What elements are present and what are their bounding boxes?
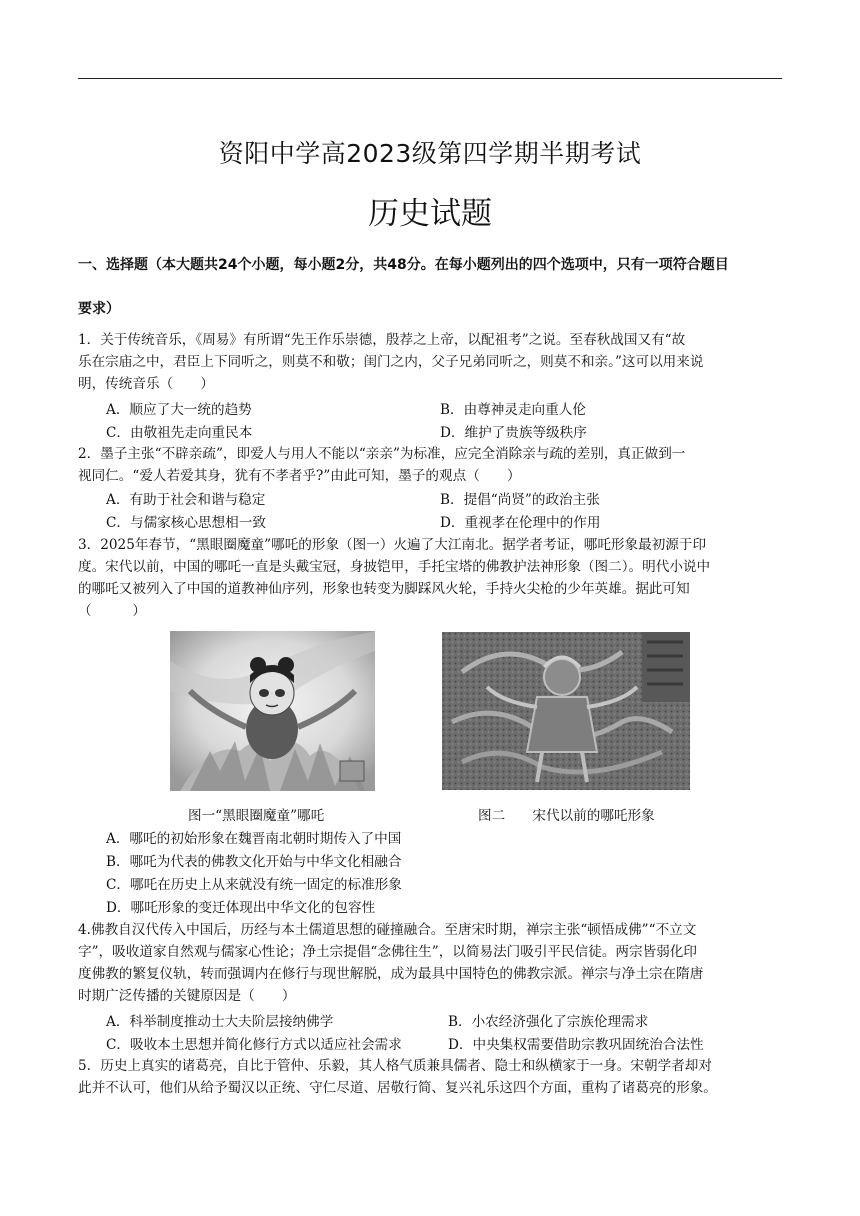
subject-title: 历史试题 xyxy=(368,196,492,232)
q3-option-b[interactable]: B．哪吒为代表的佛教文化开始与中华文化相融合 xyxy=(106,854,402,870)
question-3-line: 3．2025年春节，“黑眼圈魔童”哪吒的形象（图一）火遍了大江南北。据学者考证，哪吒形象最初源于印 xyxy=(78,537,707,553)
q4-option-b[interactable]: B．小农经济强化了宗族伦理需求 xyxy=(448,1014,649,1030)
q2-option-c[interactable]: C．与儒家核心思想相一致 xyxy=(106,515,266,531)
question-4-line: 4.佛教自汉代传入中国后，历经与本土儒道思想的碰撞融合。至唐宋时期，禅宗主张“顿悟成佛”“不立文 xyxy=(78,922,697,938)
q1-option-a[interactable]: A．顺应了大一统的趋势 xyxy=(106,402,252,418)
q3-option-a[interactable]: A．哪吒的初始形象在魏晋南北朝时期传入了中国 xyxy=(106,831,402,847)
q1-option-c[interactable]: C．由敬祖先走向重民本 xyxy=(106,425,253,441)
q4-option-a[interactable]: A．科举制度推动士大夫阶层接纳佛学 xyxy=(106,1014,334,1030)
exam-title: 资阳中学高2023级第四学期半期考试 xyxy=(218,139,642,168)
q4-option-c[interactable]: C．吸收本土思想并简化修行方式以适应社会需求 xyxy=(106,1037,402,1053)
section-heading: 一、选择题（本大题共24个小题，每小题2分，共48分。在每小题列出的四个选项中，只有一项符合题目 xyxy=(78,257,729,273)
question-1-line: 乐在宗庙之中，君臣上下同听之，则莫不和敬；闺门之内，父子兄弟同听之，则莫不和亲。”这可以用来说 xyxy=(78,354,704,370)
question-3-line: （ ） xyxy=(78,603,146,619)
q2-option-a[interactable]: A．有助于社会和谐与稳定 xyxy=(106,492,266,508)
q4-option-d[interactable]: D．中央集权需要借助宗教巩固统治合法性 xyxy=(448,1037,704,1053)
figure-1-caption: 图一“黑眼圈魔童”哪吒 xyxy=(188,808,325,824)
question-4-line: 字”，吸收道家自然观与儒家心性论；净土宗提倡“念佛往生”，以简易法门吸引平民信徒。两宗皆弱化印 xyxy=(78,944,697,960)
question-3-line: 度。宋代以前，中国的哪吒一直是头戴宝冠，身披铠甲，手托宝塔的佛教护法神形象（图二）。明代小说中 xyxy=(78,559,711,575)
nezha-relief-image xyxy=(442,632,690,790)
q3-option-c[interactable]: C．哪吒在历史上从来就没有统一固定的标准形象 xyxy=(106,877,402,893)
question-4-line: 度佛教的繁复仪轨，转而强调内在修行与现世解脱，成为最具中国特色的佛教宗派。禅宗与净土宗在隋唐 xyxy=(78,966,704,982)
question-3-line: 的哪吒又被列入了中国的道教神仙序列，形象也转变为脚踩风火轮，手持火尖枪的少年英雄。据此可知 xyxy=(78,581,690,597)
question-2-line: 视同仁。“爱人若爱其身，犹有不孝者乎?”由此可知，墨子的观点（ ） xyxy=(78,468,521,484)
header-rule xyxy=(78,78,782,79)
q1-option-d[interactable]: D．维护了贵族等级秩序 xyxy=(440,425,587,441)
question-4-line: 时期广泛传播的关键原因是（ ） xyxy=(78,988,296,1004)
section-heading-cont: 要求） xyxy=(78,301,120,317)
question-1-line: 明，传统音乐（ ） xyxy=(78,376,214,392)
nezha-cartoon-image xyxy=(170,631,375,791)
question-5-line: 5．历史上真实的诸葛亮，自比于管仲、乐毅，其人格气质兼具儒者、隐士和纵横家于一身。宋朝学者却对 xyxy=(78,1058,712,1074)
question-5-line: 此并不认可，他们从给予蜀汉以正统、守仁尽道、居敬行简、复兴礼乐这四个方面，重构了诸葛亮的形象。 xyxy=(78,1080,717,1096)
question-2-line: 2．墨子主张“不辟亲疏”，即爱人与用人不能以“亲亲”为标准，应完全消除亲与疏的差别，真正做到一 xyxy=(78,446,686,462)
figure-2-caption: 图二 宋代以前的哪吒形象 xyxy=(478,808,655,824)
question-1-line: 1．关于传统音乐，《周易》有所谓“先王作乐崇德，殷荐之上帝，以配祖考”之说。至春秋战国又有“故 xyxy=(78,332,686,348)
q1-option-b[interactable]: B．由尊神灵走向重人伦 xyxy=(440,402,586,418)
q3-option-d[interactable]: D．哪吒形象的变迁体现出中华文化的包容性 xyxy=(106,900,376,916)
q2-option-b[interactable]: B．提倡“尚贤”的政治主张 xyxy=(440,492,600,508)
q2-option-d[interactable]: D．重视孝在伦理中的作用 xyxy=(440,515,601,531)
